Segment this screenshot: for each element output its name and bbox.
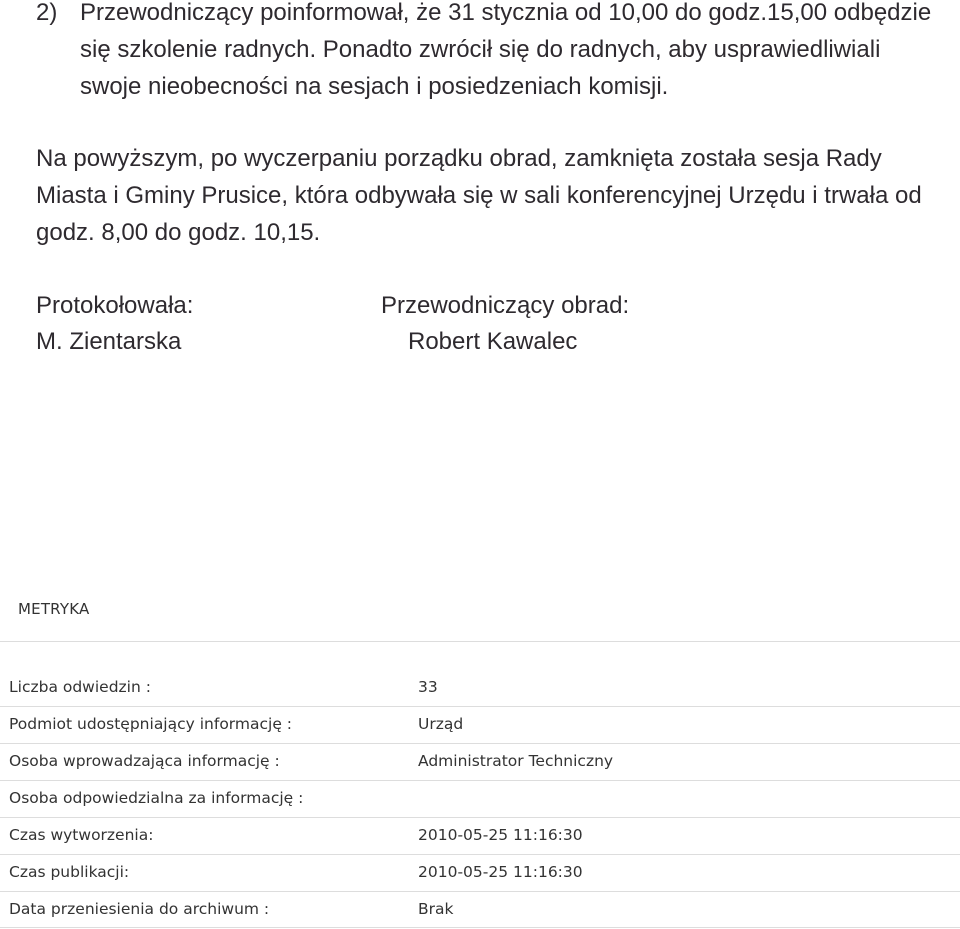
metadata-label: Czas wytworzenia: bbox=[9, 826, 154, 844]
metadata-label: Osoba wprowadzająca informację : bbox=[9, 752, 280, 770]
metadata-value: Brak bbox=[418, 900, 454, 918]
metadata-label: Czas publikacji: bbox=[9, 863, 130, 881]
metadata-row bbox=[0, 669, 960, 706]
metadata-label: Data przeniesienia do archiwum : bbox=[9, 900, 270, 918]
metadata-value: 33 bbox=[418, 678, 438, 696]
metadata-divider bbox=[0, 641, 960, 642]
metadata-value: Administrator Techniczny bbox=[418, 752, 614, 770]
row-divider bbox=[0, 927, 960, 928]
metadata-value: Urząd bbox=[418, 715, 464, 733]
metadata-label: Liczba odwiedzin : bbox=[9, 678, 151, 696]
agenda-point-number: 2) bbox=[36, 0, 58, 26]
metadata-value: 2010-05-25 11:16:30 bbox=[418, 826, 583, 844]
metadata-value: 2010-05-25 11:16:30 bbox=[418, 863, 583, 881]
metadata-row bbox=[0, 743, 960, 780]
metadata-row bbox=[0, 817, 960, 854]
recorder-label: Protokołowała: bbox=[36, 292, 194, 319]
metadata-title: METRYKA bbox=[18, 600, 90, 618]
metadata-row bbox=[0, 891, 960, 928]
metadata-row bbox=[0, 780, 960, 817]
metadata-label: Osoba odpowiedzialna za informację : bbox=[9, 789, 304, 807]
agenda-point-text: Przewodniczący poinformował, że 31 stycznia od 10,00 do godz.15,00 odbędzie się szkolenie radnych. Ponadto zwrócił się do radnych, aby usprawiedliwiali swoje nieobecności na sesjach i posiedzeniach komisji. bbox=[80, 0, 932, 100]
metadata-label: Podmiot udostępniający informację : bbox=[9, 715, 293, 733]
metadata-row bbox=[0, 706, 960, 743]
metadata-row bbox=[0, 854, 960, 891]
chair-label: Przewodniczący obrad: bbox=[381, 292, 630, 319]
chair-name: Robert Kawalec bbox=[408, 328, 578, 355]
recorder-name: M. Zientarska bbox=[36, 328, 182, 355]
closing-paragraph: Na powyższym, po wyczerpaniu porządku obrad, zamknięta została sesja Rady Miasta i Gminy Prusice, która odbywała się w sali konferencyjnej Urzędu i trwała od godz. 8,00 do godz. 10,15. bbox=[36, 145, 922, 246]
